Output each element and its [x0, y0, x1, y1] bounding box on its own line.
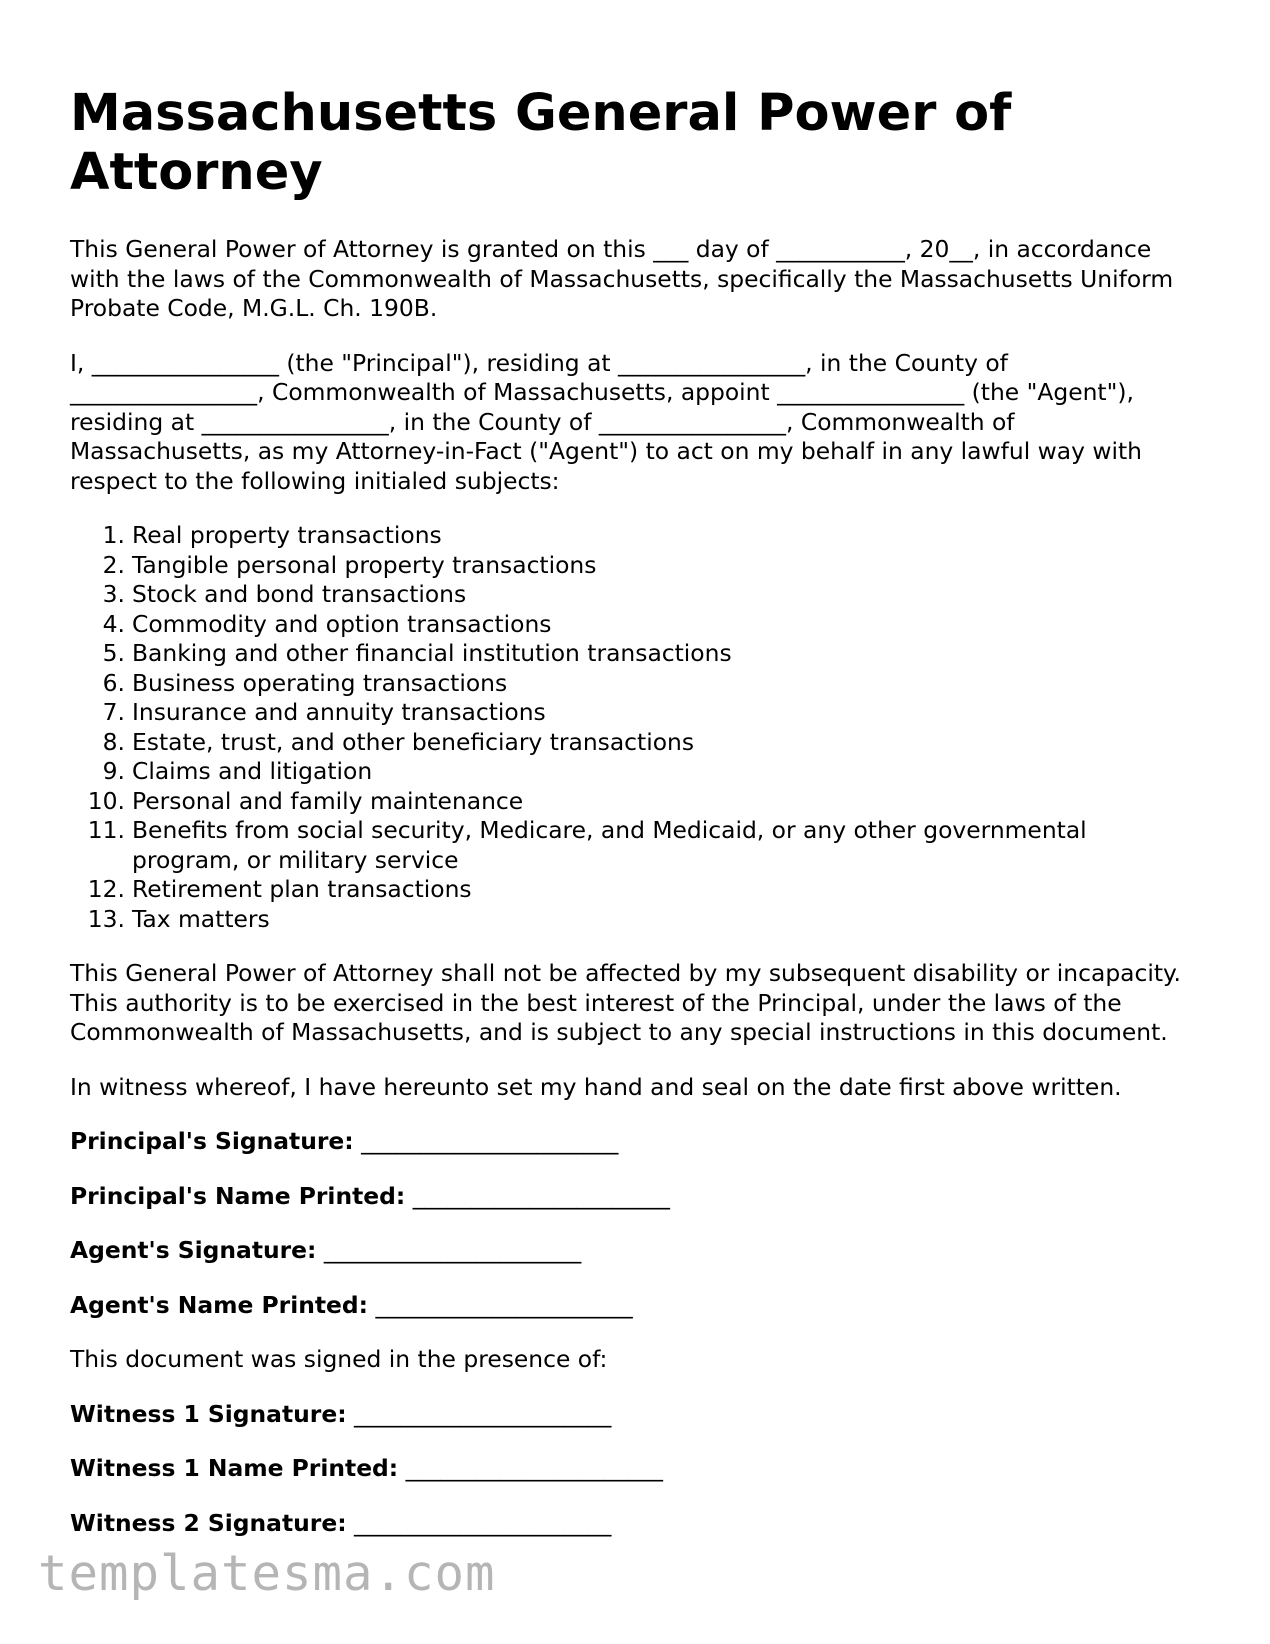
- agent-signature-blank: ______________________: [323, 1236, 582, 1264]
- agent-signature-line: [70, 1236, 1200, 1266]
- list-item: 3. Stock and bond transactions: [102, 580, 467, 608]
- list-item: 4. Commodity and option transactions: [102, 609, 552, 638]
- witness1-name-blank: ______________________: [405, 1454, 663, 1482]
- list-item: 6. Business operating transactions: [102, 668, 508, 697]
- list-item: 9. Claims and litigation: [102, 757, 373, 785]
- witness1-signature-blank: ______________________: [354, 1399, 612, 1428]
- list-item: 8. Estate, trust, and other beneficiary transactions: [102, 727, 695, 756]
- list-item: 1. Real property transactions: [102, 521, 442, 549]
- agent-signature-label: Agent's Signature:: [70, 1236, 317, 1264]
- agent-name-label: Agent's Name Printed:: [70, 1290, 369, 1319]
- intro-paragraph: This General Power of Attorney is granted on this ___ day of ___________, 20__, in accordance with the laws of the Commonwealth of Massachusetts, specifically the Massachusetts Uniform Probate Code, M.G.L. Ch. 190B.: [70, 235, 1174, 322]
- principal-signature-label: Principal's Signature:: [70, 1127, 354, 1155]
- witness-clause: In witness whereof, I have hereunto set my hand and seal on the date first above written.: [70, 1072, 1122, 1101]
- durability-paragraph: This General Power of Attorney shall not be affected by my subsequent disability or incapacity. This authority is to be exercised in the best interest of the Principal, under the laws of the Commonwealth of Massachusetts, and is subject to any special instructions in this document.: [70, 959, 1181, 1046]
- list-item: 2. Tangible personal property transactions: [102, 550, 597, 579]
- principal-signature-blank: ______________________: [361, 1127, 619, 1155]
- agent-name-line: [70, 1291, 1200, 1321]
- agent-name-blank: ______________________: [375, 1290, 633, 1319]
- witness2-signature-line: [70, 1509, 1200, 1539]
- document-title: Massachusetts General Power of Attorney: [70, 84, 1012, 202]
- list-item: 7. Insurance and annuity transactions: [102, 698, 546, 726]
- appointment-paragraph: I, ________________ (the "Principal"), residing at ________________, in the County of ________________, Commonwealth of Massachusetts, appoint ________________ (the "Agent"), residing at ________________, in the County of ________________, Commonwealth of Massachusetts, as my Attorney-in-Fact ("Agent") to act on my behalf in any lawful way with respect to the following initialed subjects:: [70, 348, 1143, 495]
- witness1-signature-label: Witness 1 Signature:: [70, 1399, 347, 1428]
- presence-text: This document was signed in the presence of:: [70, 1345, 608, 1373]
- witness2-signature-blank: ______________________: [354, 1508, 612, 1537]
- witness1-signature-line: [70, 1400, 1200, 1430]
- list-item: 10. Personal and family maintenance: [87, 786, 524, 815]
- principal-name-label: Principal's Name Printed:: [70, 1181, 406, 1210]
- principal-name-line: [70, 1182, 1200, 1212]
- witness1-name-line: [70, 1454, 1200, 1484]
- witness2-signature-label: Witness 2 Signature:: [70, 1508, 347, 1537]
- witness1-name-label: Witness 1 Name Printed:: [70, 1454, 399, 1482]
- principal-signature-line: [70, 1127, 1200, 1157]
- watermark: templatesma.com: [38, 1545, 496, 1602]
- list-item: 12. Retirement plan transactions: [87, 875, 472, 903]
- list-item: 13. Tax matters: [87, 904, 270, 933]
- list-item: 11. Benefits from social security, Medicare, and Medicaid, or any other governmental program, or military service: [87, 816, 1087, 874]
- subjects-list: [70, 521, 1200, 934]
- list-item: 5. Banking and other financial institution transactions: [102, 639, 732, 667]
- document-page: [70, 84, 1200, 1563]
- principal-name-blank: ______________________: [412, 1181, 670, 1210]
